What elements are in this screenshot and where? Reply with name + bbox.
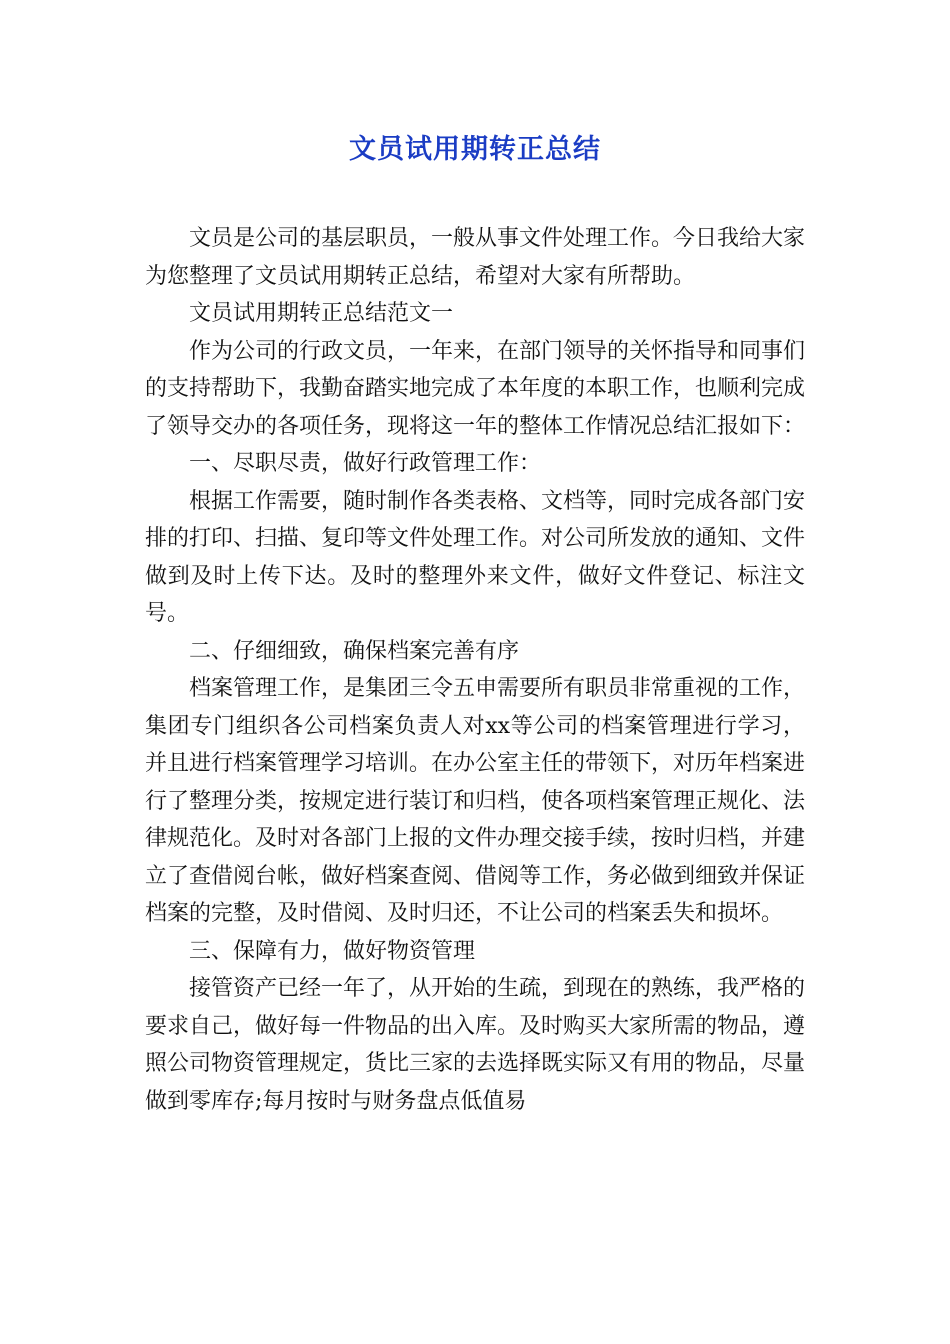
paragraph: 作为公司的行政文员，一年来，在部门领导的关怀指导和同事们的支持帮助下，我勤奋踏实地完成了本年度的本职工作，也顺利完成了领导交办的各项任务，现将这一年的整体工作情况总结汇报如下：	[145, 338, 806, 439]
section-heading: 二、仔细细致，确保档案完善有序	[189, 638, 520, 664]
section-heading: 三、保障有力，做好物资管理	[189, 938, 476, 964]
section-heading: 文员试用期转正总结范文一	[189, 301, 454, 326]
document-title: 文员试用期转正总结	[349, 134, 601, 165]
document-body	[145, 220, 805, 1120]
paragraph: 接管资产已经一年了，从开始的生疏，到现在的熟练，我严格的要求自己，做好每一件物品的出入库。及时购买大家所需的物品，遵照公司物资管理规定，货比三家的去选择既实际又有用的物品，尽量做到零库存;每月按时与财务盘点低值易	[145, 976, 806, 1114]
paragraph: 档案管理工作，是集团三令五申需要所有职员非常重视的工作，集团专门组织各公司档案负责人对xx等公司的档案管理进行学习，并且进行档案管理学习培训。在办公室主任的带领下，对历年档案进行了整理分类，按规定进行装订和归档，使各项档案管理正规化、法律规范化。及时对各部门上报的文件办理交接手续，按时归档，并建立了查借阅台帐，做好档案查阅、借阅等工作，务必做到细致并保证档案的完整，及时借阅、及时归还，不让公司的档案丢失和损坏。	[145, 676, 806, 926]
paragraph: 根据工作需要，随时制作各类表格、文档等，同时完成各部门安排的打印、扫描、复印等文件处理工作。对公司所发放的通知、文件做到及时上传下达。及时的整理外来文件，做好文件登记、标注文号。	[145, 488, 806, 626]
section-heading: 一、尽职尽责，做好行政管理工作：	[189, 451, 542, 476]
paragraph: 文员是公司的基层职员，一般从事文件处理工作。今日我给大家为您整理了文员试用期转正总结，希望对大家有所帮助。	[145, 226, 806, 289]
